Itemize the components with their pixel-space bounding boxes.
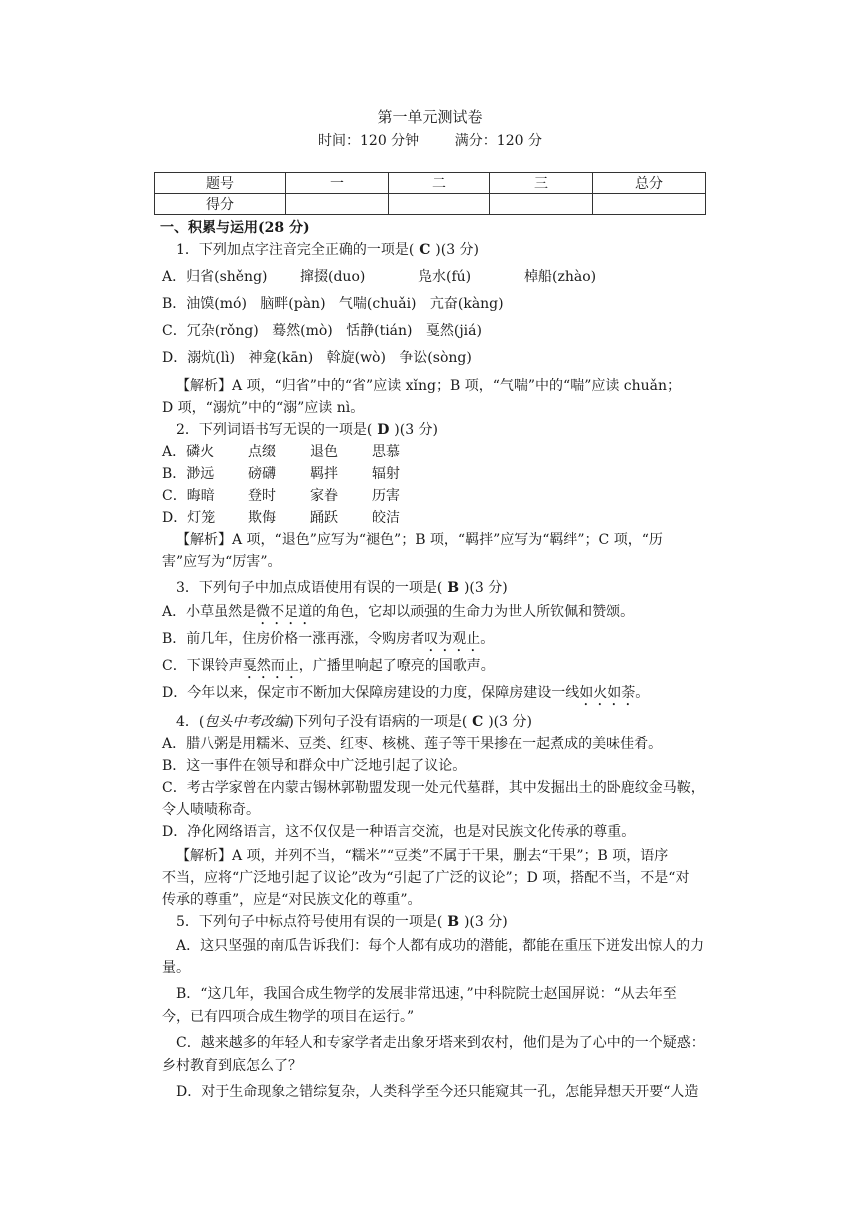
answer: C	[467, 714, 489, 730]
option-b: B．这一事件在领导和群众中广泛地引起了议论。	[162, 758, 467, 774]
idiom: 戛然而止	[242, 658, 299, 674]
text: C．晦暗	[162, 488, 215, 504]
text: 的角色，它却以顽强的生命力为世人所钦佩和赞颂。	[312, 604, 635, 620]
table-cell: 题号	[155, 173, 286, 194]
option-d	[162, 508, 400, 528]
text: 。	[635, 685, 650, 701]
table-cell: 二	[389, 173, 490, 194]
option-b-cont: 今，已有四项合成生物学的项目在运行。”	[162, 1009, 415, 1025]
score-input-cell[interactable]	[490, 194, 593, 215]
text: 蓦然(mò)	[272, 323, 333, 339]
text: 戛然(jiá)	[425, 323, 482, 339]
section-heading: 一、积累与运用(28 分)	[160, 220, 310, 236]
text: 棹船(zhào)	[524, 269, 597, 285]
text: 家眷	[310, 488, 338, 504]
source-note: 包头中考改编	[204, 714, 289, 730]
text: )下列句子没有语病的一项是(	[288, 714, 468, 730]
text: D．今年以来，保定市不断加大保障房建设的力度，保障房建设一线	[162, 685, 580, 701]
text: )(3 分)	[394, 422, 439, 438]
table-cell: 得分	[155, 194, 286, 215]
text: B．前几年，住房价格一涨再涨，令购房者	[162, 631, 425, 647]
text: )(3 分)	[463, 580, 508, 596]
option-a	[162, 602, 634, 628]
text: 登时	[248, 488, 276, 504]
option-c	[162, 656, 495, 682]
text: 斡旋(wò)	[326, 350, 386, 366]
text: A．磷火	[162, 444, 215, 460]
text: 欺侮	[248, 510, 276, 526]
question-5	[176, 912, 508, 932]
option-a	[162, 442, 400, 462]
text: 3．下列句子中加点成语使用有误的一项是(	[176, 580, 443, 596]
analysis: 【解析】A 项，“归省”中的“省”应读 xǐng；B 项，“气喘”中的“喘”应读 chuǎn；	[176, 378, 682, 394]
text: 争讼(sòng)	[399, 350, 472, 366]
table-cell: 一	[286, 173, 389, 194]
text: C．冗杂(rǒng)	[162, 323, 259, 339]
question-4	[176, 712, 532, 732]
text: 凫水(fú)	[418, 269, 472, 285]
exam-info: 时间：120 分钟 满分：120 分	[318, 133, 542, 149]
text: 恬静(tián)	[346, 323, 413, 339]
option-b	[162, 629, 494, 655]
option-c: C．考古学家曾在内蒙古锡林郭勒盟发现一处元代墓群，其中发掘出土的卧鹿纹金马鞍，	[162, 780, 705, 796]
text: 思慕	[372, 444, 400, 460]
option-a-cont: 量。	[162, 960, 190, 976]
text: B．渺远	[162, 466, 215, 482]
page-title: 第一单元测试卷	[377, 108, 483, 126]
idiom: 微不足道	[256, 604, 313, 620]
text: 踊跃	[310, 510, 338, 526]
idiom: 叹为观止	[424, 631, 481, 647]
table-cell: 总分	[593, 173, 706, 194]
option-a	[162, 267, 596, 287]
text: 羁拌	[310, 466, 338, 482]
text: 4．(	[176, 714, 205, 730]
text: 气喘(chuǎi)	[338, 296, 417, 312]
text: D．灯笼	[162, 510, 216, 526]
table-row	[155, 173, 706, 194]
text: 亢奋(kàng)	[429, 296, 504, 312]
text: 磅礴	[248, 466, 276, 482]
score-input-cell[interactable]	[389, 194, 490, 215]
analysis-cont: 害”应写为“厉害”。	[162, 554, 282, 570]
option-d: D．对于生命现象之错综复杂，人类科学至今还只能窥其一孔，怎能异想天开要“人造	[176, 1084, 699, 1100]
text: 脑畔(pàn)	[260, 296, 326, 312]
text: ，广播里响起了嘹亮的国歌声。	[298, 658, 495, 674]
score-input-cell[interactable]	[286, 194, 389, 215]
table-cell: 三	[490, 173, 593, 194]
text: 2．下列词语书写无误的一项是(	[176, 422, 373, 438]
option-c: C．越来越多的年轻人和专家学者走出象牙塔来到农村，他们是为了心中的一个疑惑：	[176, 1035, 705, 1051]
option-d	[162, 683, 649, 709]
text: B．油馍(mó)	[162, 296, 247, 312]
question-3	[176, 578, 508, 598]
answer: C	[414, 242, 436, 258]
text: )(3 分)	[463, 914, 508, 930]
option-c	[162, 486, 400, 506]
table-row	[155, 194, 706, 215]
idiom: 如火如荼	[579, 685, 636, 701]
option-a: A．这只坚强的南瓜告诉我们：每个人都有成功的潜能，都能在重压下迸发出惊人的力	[176, 938, 705, 954]
text: 神龛(kān)	[248, 350, 314, 366]
text: 。	[480, 631, 495, 647]
question-1	[176, 240, 479, 260]
text: 皎洁	[372, 510, 400, 526]
text: 撺掇(duo)	[300, 269, 366, 285]
option-d: D．净化网络语言，这不仅仅是一种语言交流，也是对民族文化传承的尊重。	[162, 824, 636, 840]
answer: B	[442, 914, 464, 930]
option-b	[162, 464, 400, 484]
text: C．下课铃声	[162, 658, 243, 674]
option-d	[162, 348, 472, 368]
score-table	[154, 172, 706, 215]
text: A．小草虽然是	[162, 604, 257, 620]
answer: B	[442, 580, 464, 596]
analysis: 【解析】A 项，“退色”应写为“褪色”；B 项，“羁拌”应写为“羁绊”；C 项，“历	[176, 532, 663, 548]
text: A．归省(shěng)	[162, 269, 268, 285]
option-c-cont: 乡村教育到底怎么了？	[162, 1058, 302, 1074]
text: )(3 分)	[488, 714, 532, 730]
text: D．溺炕(lì)	[162, 350, 236, 366]
text: 点缀	[248, 444, 276, 460]
option-c	[162, 321, 482, 341]
analysis-cont: 传承的尊重”，应是“对民族文化的尊重”。	[162, 892, 422, 908]
analysis-cont: 不当，应将“广泛地引起了议论”改为“引起了广泛的议论”；D 项，搭配不当，不是“对	[162, 870, 690, 886]
text: 退色	[310, 444, 338, 460]
option-c-cont: 令人啧啧称奇。	[162, 802, 260, 818]
text: 历害	[372, 488, 400, 504]
text: )(3 分)	[435, 242, 480, 258]
analysis-cont: D 项，“溺炕”中的“溺”应读 nì。	[162, 400, 365, 416]
text: 5．下列句子中标点符号使用有误的一项是(	[176, 914, 443, 930]
analysis: 【解析】A 项，并列不当，“糯米”“豆类”不属于干果，删去“干果”；B 项，语序	[176, 848, 669, 864]
option-a: A．腊八粥是用糯米、豆类、红枣、核桃、莲子等干果掺在一起煮成的美味佳肴。	[162, 736, 663, 752]
question-2	[176, 420, 438, 440]
option-b: B．“这几年，我国合成生物学的发展非常迅速，”中科院院士赵国屏说：“从去年至	[176, 986, 677, 1002]
score-input-cell[interactable]	[593, 194, 706, 215]
option-b	[162, 294, 504, 314]
text: 1．下列加点字注音完全正确的一项是(	[176, 242, 415, 258]
answer: D	[372, 422, 395, 438]
text: 辐射	[372, 466, 400, 482]
